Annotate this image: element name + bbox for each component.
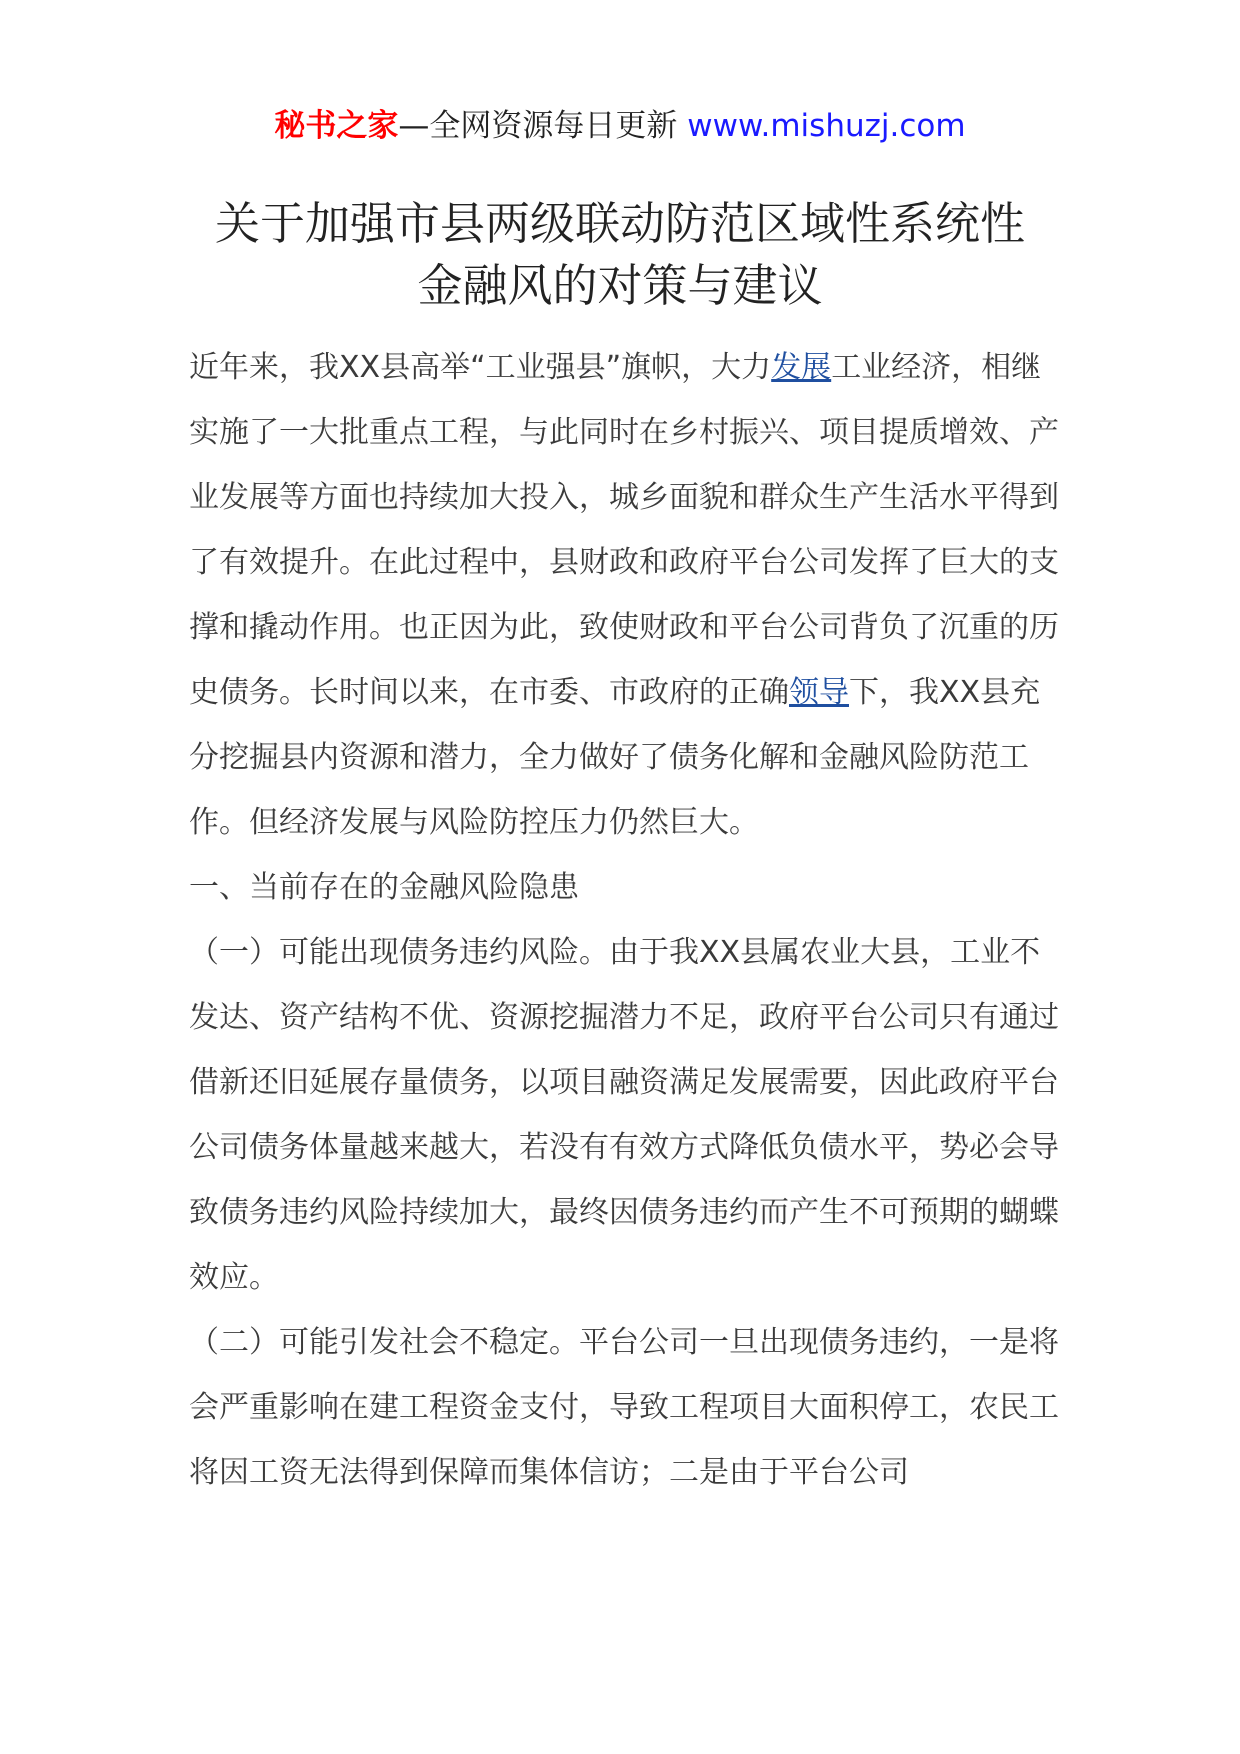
link-lingdao[interactable]: 领导: [789, 675, 849, 710]
paragraph-debt-risk: （一）可能出现债务违约风险。由于我XX县属农业大县，工业不发达、资产结构不优、资源挖掘潜力不足，政府平台公司只有通过借新还旧延展存量债务，以项目融资满足发展需要，因此政府平台公司债务体量越来越大，若没有有效方式降低负债水平，势必会导致债务违约风险持续加大，最终因债务违约而产生不可预期的蝴蝶效应。: [189, 935, 1059, 1295]
site-slogan: —全网资源每日更新: [398, 108, 688, 144]
paragraph-text: 近年来，我XX县高举“工业强县”旗帜，大力: [189, 350, 772, 385]
site-header: [0, 103, 1240, 149]
link-fazhan[interactable]: 发展: [771, 350, 832, 385]
title-line-1: 关于加强市县两级联动防范区域性系统性: [214, 197, 1025, 250]
paragraph-text: 下，我XX县充分挖掘县内资源和潜力，全力做好了债务化解和金融风险防范工作。但经济发展与风险防控压力仍然巨大。: [189, 675, 1041, 840]
paragraph-social-risk: （二）可能引发社会不稳定。平台公司一旦出现债务违约，一是将会严重影响在建工程资金支付，导致工程项目大面积停工，农民工将因工资无法得到保障而集体信访；二是由于平台公司: [189, 1325, 1059, 1490]
document-title: [150, 193, 1090, 317]
document-body: [189, 335, 1069, 1505]
site-url-link[interactable]: www.mishuzj.com: [687, 108, 966, 144]
title-line-2: 金融风的对策与建议: [417, 259, 823, 312]
paragraph-intro: [189, 335, 1069, 855]
paragraph-text: 工业经济，相继实施了一大批重点工程，与此同时在乡村振兴、项目提质增效、产业发展等方面也持续加大投入，城乡面貌和群众生产生活水平得到了有效提升。在此过程中，县财政和政府平台公司发挥了巨大的支撑和撬动作用。也正因为此，致使财政和平台公司背负了沉重的历史债务。长时间以来，在市委、市政府的正确: [189, 350, 1059, 710]
site-name: 秘书之家: [274, 108, 399, 144]
section-heading: 一、当前存在的金融风险隐患: [189, 870, 579, 905]
